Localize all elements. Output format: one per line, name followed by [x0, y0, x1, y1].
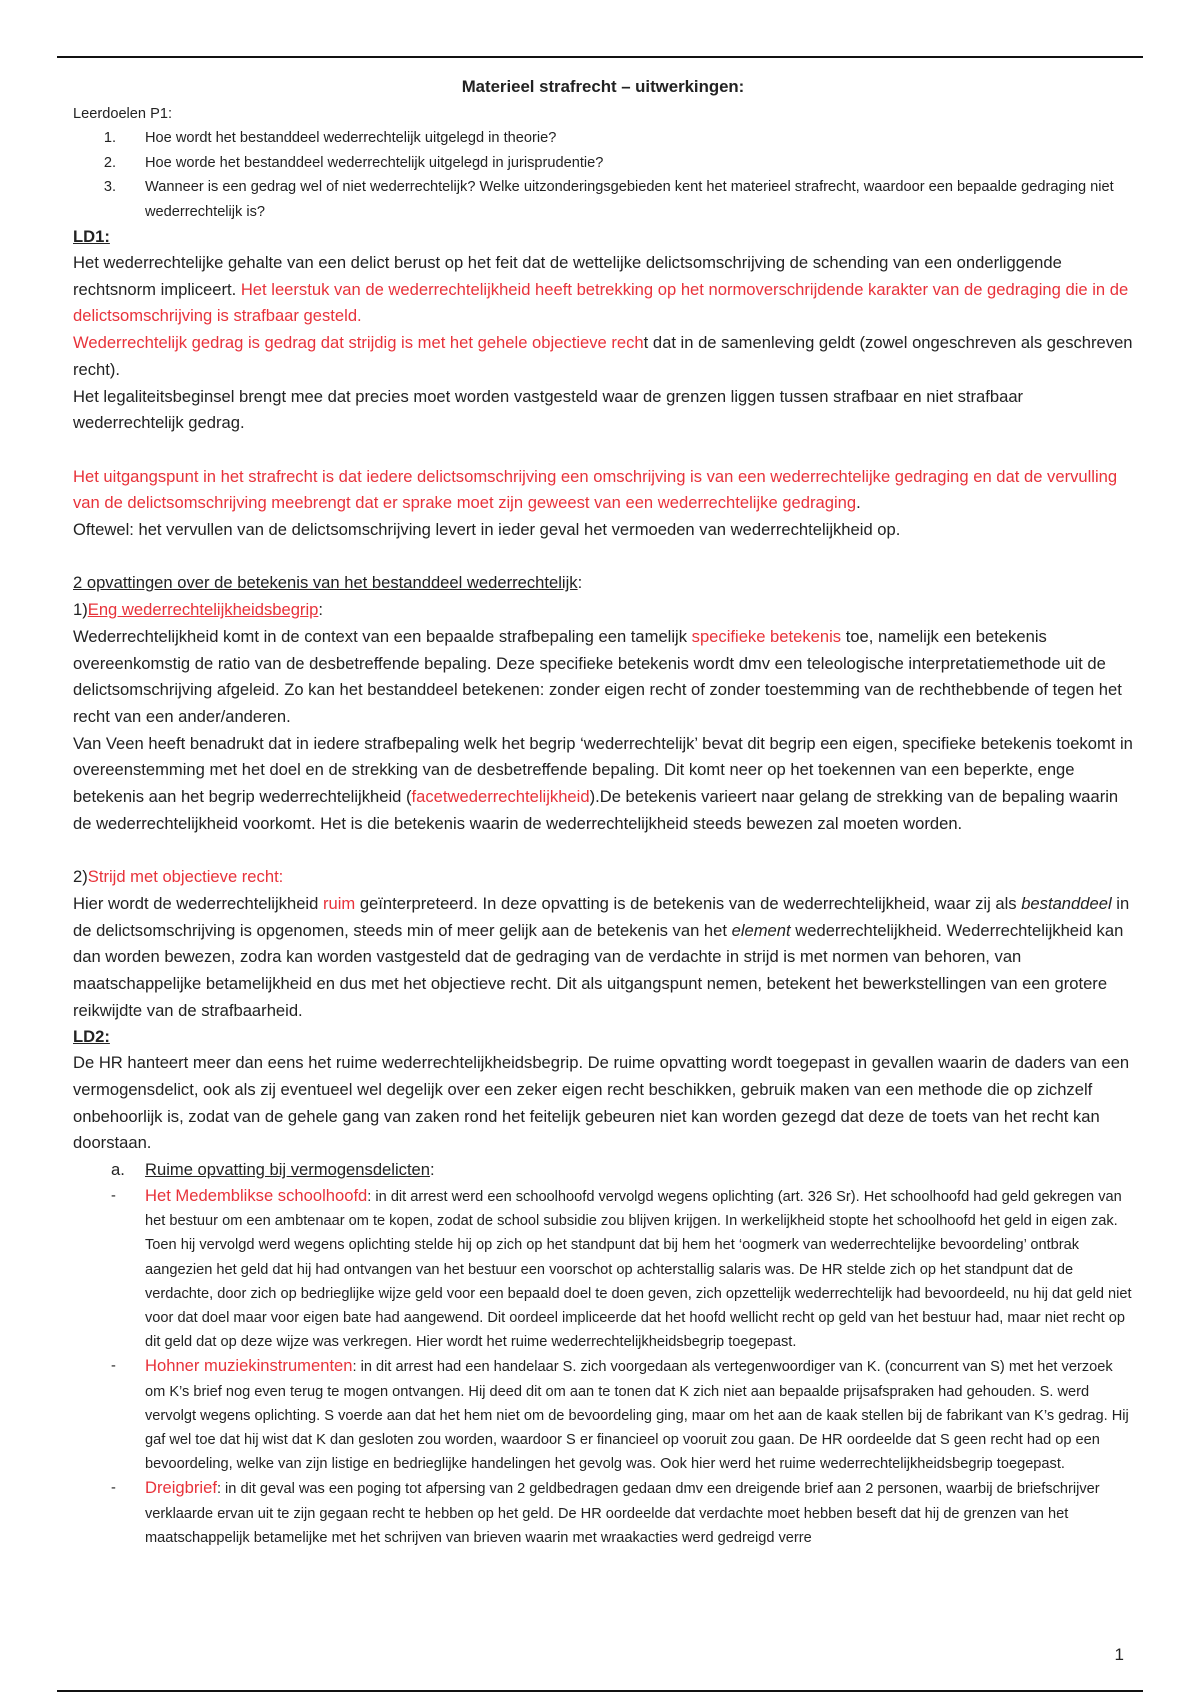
ld1-paragraph-1: Het wederrechtelijke gehalte van een delict berust op het feit dat de wettelijke delictsomschrijving de schending van een onderliggende rechtsnorm impliceert. Het leerstuk van de wederrechtelijkheid heeft betrekking op het normoverschrijdende karakter van de gedraging die in de delictsomschrijving is strafbaar gesteld. [73, 253, 1129, 326]
case-dreigbrief: - Dreigbrief: in dit geval was een poging tot afpersing van 2 geldbedragen gedaan dmv een dreigende brief aan 2 personen, waarbij de briefschrijver verklaarde ervan uit te zijn gegaan recht te hebben op het geld. De HR oordeelde dat verdachte moet hebben beseft dat hij de grenzen van het maatschappelijk betamelijke met het schrijven van brieven waarin met wraakacties werd gedreigd verre [111, 1478, 1100, 1546]
bottom-rule [57, 1690, 1143, 1692]
list-item: 3. Wanneer is een gedrag wel of niet wederrechtelijk? Welke uitzonderingsgebieden kent het materieel strafrecht, waardoor een bepaalde gedraging niet wederrechtelijk is? [103, 179, 1114, 220]
opvatting-2-heading: 2)Strijd met objectieve recht: [73, 867, 284, 887]
list-item: 2. Hoe worde het bestanddeel wederrechtelijk uitgelegd in jurisprudentie? [103, 154, 604, 171]
ld2-paragraph-1: De HR hanteert meer dan eens het ruime wederrechtelijkheidsbegrip. De ruime opvatting wordt toegepast in gevallen waarin de daders van een vermogensdelict, ook als zij eventueel wel degelijk over een zeker eigen recht beschikken, gebruik maken van een methode die op zichzelf onbehoorlijk is, zodat van de gehele gang van zaken rond het feitelijk gebeuren niet kan worden gezegd dat deze de toets van het recht kan doorstaan. [73, 1053, 1130, 1153]
top-rule [57, 56, 1143, 58]
opvatting-1-heading: 1)Eng wederrechtelijkheidsbegrip: [73, 600, 323, 620]
case-medemblik: - Het Medemblikse schoolhoofd: in dit arrest werd een schoolhoofd vervolgd wegens oplichting (art. 326 Sr). Het schoolhoofd had geld gekregen van het bestuur om een ambtenaar om te kopen, zodat de school subsidie zou blijven krijgen. In werkelijkheid stopte het schoolhoofd het geld in eigen zak. Toen hij vervolgd werd wegens oplichting stelde hij op zich op het standpunt dat bij hem het ‘oogmerk van wederrechtelijke bevoordeling’ ontbrak aangezien het geld dat hij had ontvangen van het bestuur een voorschot op achterstallig salaris was. De HR stelde zich op het standpunt dat de verdachte, door zich op bedrieglijke wijze geld voor een bepaald doel te doen geven, zich opzettelijk wederrechtelijk had bevoordeeld, nu hij dat geld niet voor dat doel maar voor eigen bate had aangewend. Dit oordeel impliceerde dat het hoofd wellicht recht op geld van het bestuur had, maar niet recht op dit geld dat op deze wijze was verkregen. Hier wordt het ruime wederrechtelijkheidsbegrip toegepast. [111, 1185, 1132, 1351]
page-number: 1 [1114, 1645, 1124, 1664]
opvattingen-heading: 2 opvattingen over de betekenis van het bestanddeel wederrechtelijk: [73, 573, 583, 593]
document-title: Materieel strafrecht – uitwerkingen: [461, 77, 745, 96]
ld1-paragraph-3: Het legaliteitsbeginsel brengt mee dat precies moet worden vastgesteld waar de grenzen liggen tussen strafbaar en niet strafbaar wederrechtelijk gedrag. [73, 386, 1024, 433]
ld2-heading: LD2: [73, 1027, 110, 1047]
leerdoelen-list [73, 126, 1133, 224]
ld1-paragraph-4: Het uitgangspunt in het strafrecht is dat iedere delictsomschrijving een omschrijving is van een wederrechtelijke gedraging en dat de vervulling van de delictsomschrijving meebrengt dat er sprake moet zijn geweest van een wederrechtelijke gedraging. [73, 466, 1118, 513]
ld2-subheading: a. Ruime opvatting bij vermogensdelicten: [111, 1160, 435, 1180]
ld1-paragraph-5: Oftewel: het vervullen van de delictsomschrijving levert in ieder geval het vermoeden van wederrechtelijkheid op. [73, 520, 901, 540]
opvatting-1-paragraph-1: Wederrechtelijkheid komt in de context van een bepaalde strafbepaling een tamelijk specifieke betekenis toe, namelijk een betekenis overeenkomstig de ratio van de desbetreffende bepaling. Deze specifieke betekenis wordt dmv een teleologische interpretatiemethode uit de delictsomschrijving afgeleid. Zo kan het bestanddeel betekenen: zonder eigen recht of zonder toestemming van de rechthebbende of tegen het recht van een ander/anderen. [73, 626, 1122, 726]
ld1-paragraph-2: Wederrechtelijk gedrag is gedrag dat strijdig is met het gehele objectieve recht dat in de samenleving geldt (zowel ongeschreven als geschreven recht). [73, 333, 1133, 379]
opvatting-1-paragraph-2: Van Veen heeft benadrukt dat in iedere strafbepaling welk het begrip ‘wederrechtelijk’ bevat dit begrip een eigen, specifieke betekenis toekomt in overeenstemming met het doel en de strekking van de desbetreffende bepaling. Dit komt neer op het toekennen van een beperkte, enge betekenis aan het begrip wederrechtelijkheid (facetwederrechtelijkheid).De betekenis varieert naar gelang de strekking van de bepaling waarin de wederrechtelijkheid voorkomt. Het is die betekenis waarin de wederrechtelijkheid steeds bewezen zal moeten worden. [73, 733, 1133, 833]
ld1-heading: LD1: [73, 227, 110, 247]
opvatting-2-paragraph: Hier wordt de wederrechtelijkheid ruim geïnterpreteerd. In deze opvatting is de betekenis van de wederrechtelijkheid, waar zij als bestanddeel in de delictsomschrijving is opgenomen, steeds min of meer gelijk aan de betekenis van het element wederrechtelijkheid. Wederrechtelijkheid kan dan worden bewezen, zodra kan worden vastgesteld dat de gedraging van de verdachte in strijd is met normen van behoren, van maatschappelijke betamelijkheid en dus met het objectieve recht. Dit als uitgangspunt nemen, betekent het bewerkstellingen van een grotere reikwijdte van de strafbaarheid. [73, 893, 1130, 1020]
list-item: 1. Hoe wordt het bestanddeel wederrechtelijk uitgelegd in theorie? [103, 130, 557, 147]
document-page [73, 72, 1133, 1550]
leerdoelen-heading: Leerdoelen P1: [73, 106, 172, 122]
case-hohner: - Hohner muziekinstrumenten: in dit arrest had een handelaar S. zich voorgedaan als vertegenwoordiger van K. (concurrent van S) met het verzoek om K’s brief nog even terug te mogen ontvangen. Hij deed dit om aan te tonen dat K zich niet aan bepaalde prijsafspraken had gehouden. S. werd vervolgt wegens oplichting. S voerde aan dat het hem niet om de bevoordeling ging, maar om het aan de kaak stellen bij de fabrikant van K’s gedrag. Hij gaf wel toe dat hij wist dat K dan gesloten zou worden, waardoor S er financieel op vooruit zou gaan. De HR oordeelde dat S geen recht had op een bevoordeling, welke van zijn listige en bedrieglijke handelingen het gevolg was. Ook hier werd het ruime wederrechtelijkheidsbegrip toegepast. [111, 1356, 1129, 1473]
